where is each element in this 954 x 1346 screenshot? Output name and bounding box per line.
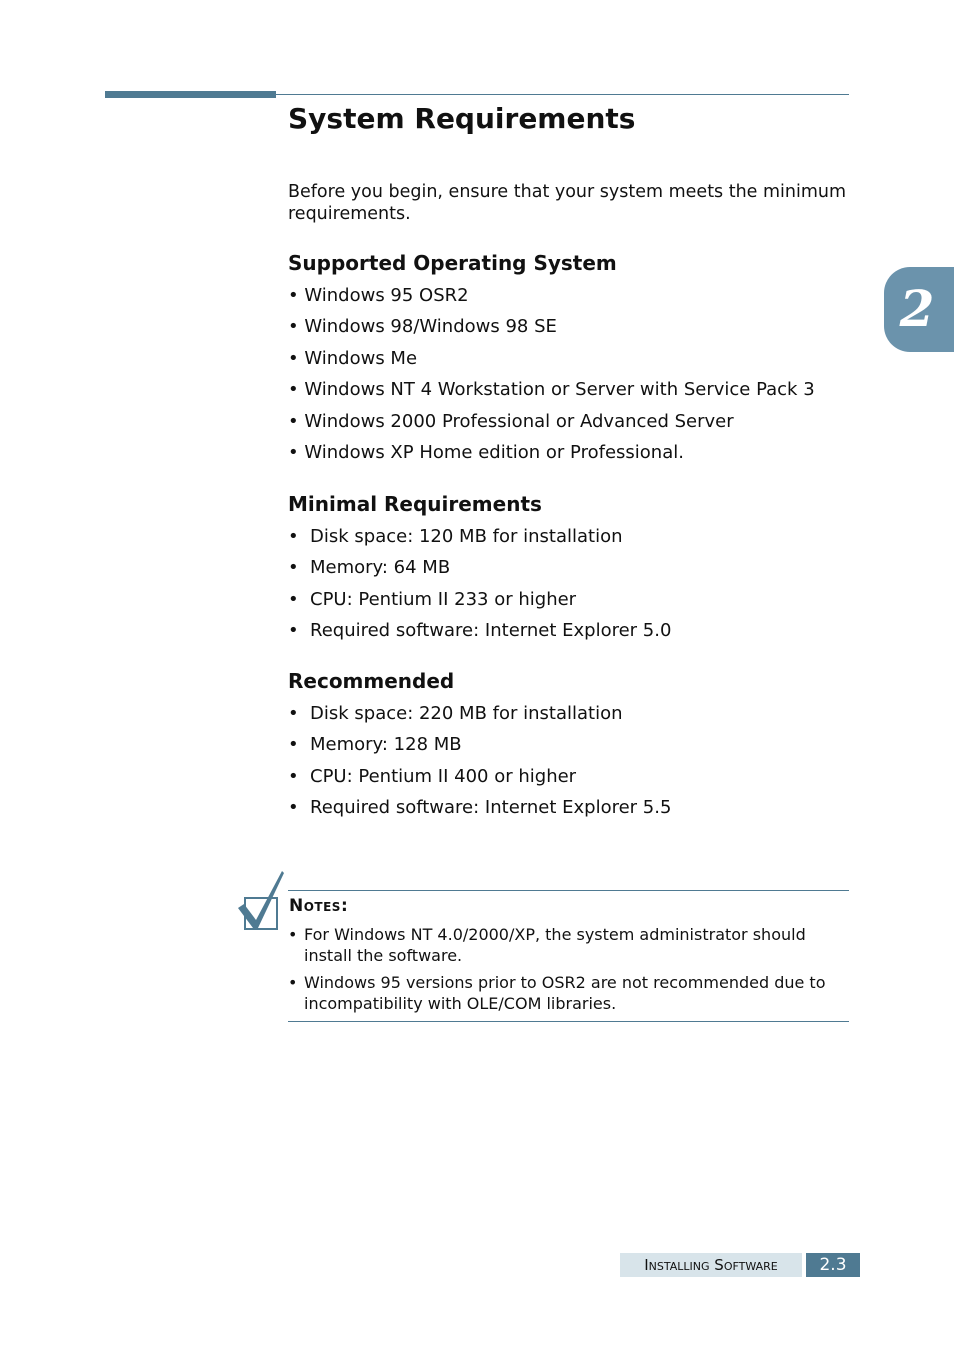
footer-page-number: 2.3 xyxy=(806,1253,860,1277)
supported-os-list xyxy=(288,285,815,473)
notes-rule-bottom xyxy=(288,1021,849,1022)
page-title: System Requirements xyxy=(288,102,636,135)
bullet: • xyxy=(288,973,298,992)
list-item: • Disk space: 220 MB for installation xyxy=(288,703,623,724)
list-item: • CPU: Pentium II 233 or higher xyxy=(288,588,577,610)
list-item: • CPU: Pentium II 400 or higher xyxy=(288,765,577,787)
section-heading-minimal: Minimal Requirements xyxy=(288,492,542,516)
chapter-number: 2 xyxy=(899,279,935,338)
footer-section-label: Installing Software xyxy=(620,1253,802,1277)
list-item: • Required software: Internet Explorer 5.0 xyxy=(288,620,672,642)
bullet: • xyxy=(288,620,299,642)
notes-list xyxy=(288,924,853,1020)
list-item: • Windows 98/Windows 98 SE xyxy=(288,316,557,338)
bullet: • xyxy=(288,316,299,338)
notes-title: Notes: xyxy=(289,896,349,916)
list-item: • Windows Me xyxy=(288,347,418,369)
bullet: • xyxy=(288,526,299,547)
bullet: • xyxy=(288,285,299,306)
bullet: • xyxy=(288,557,299,579)
bullet: • xyxy=(288,703,299,724)
note-item: • Windows 95 versions prior to OSR2 are not recommended due to incompatibility with OLE/COM libraries. xyxy=(288,973,826,1013)
bullet: • xyxy=(288,765,299,787)
bullet: • xyxy=(288,734,299,756)
note-item: • For Windows NT 4.0/2000/XP, the system administrator should install the software. xyxy=(288,925,806,965)
header-rule xyxy=(276,94,849,95)
list-item: • Memory: 128 MB xyxy=(288,734,462,756)
list-item: • Windows XP Home edition or Professional. xyxy=(288,441,684,463)
checkmark-box-icon xyxy=(236,868,286,932)
minimal-requirements-list xyxy=(288,526,671,652)
bullet: • xyxy=(288,347,299,369)
chapter-tab xyxy=(884,267,954,352)
bullet: • xyxy=(288,588,299,610)
list-item: • Required software: Internet Explorer 5.5 xyxy=(288,797,672,819)
bullet: • xyxy=(288,797,299,819)
notes-rule-top xyxy=(288,890,849,891)
list-item: • Memory: 64 MB xyxy=(288,557,451,579)
section-heading-supported-os: Supported Operating System xyxy=(288,251,617,275)
bullet: • xyxy=(288,925,298,944)
header-accent-bar xyxy=(105,91,276,98)
intro-paragraph: Before you begin, ensure that your system meets the minimum requirements. xyxy=(288,182,847,224)
list-item: • Windows NT 4 Workstation or Server with Service Pack 3 xyxy=(288,379,815,401)
bullet: • xyxy=(288,441,299,463)
list-item: • Disk space: 120 MB for installation xyxy=(288,526,623,547)
bullet: • xyxy=(288,410,299,432)
list-item: • Windows 95 OSR2 xyxy=(288,285,469,306)
bullet: • xyxy=(288,379,299,401)
section-heading-recommended: Recommended xyxy=(288,669,455,693)
recommended-list xyxy=(288,703,671,829)
list-item: • Windows 2000 Professional or Advanced Server xyxy=(288,410,734,432)
